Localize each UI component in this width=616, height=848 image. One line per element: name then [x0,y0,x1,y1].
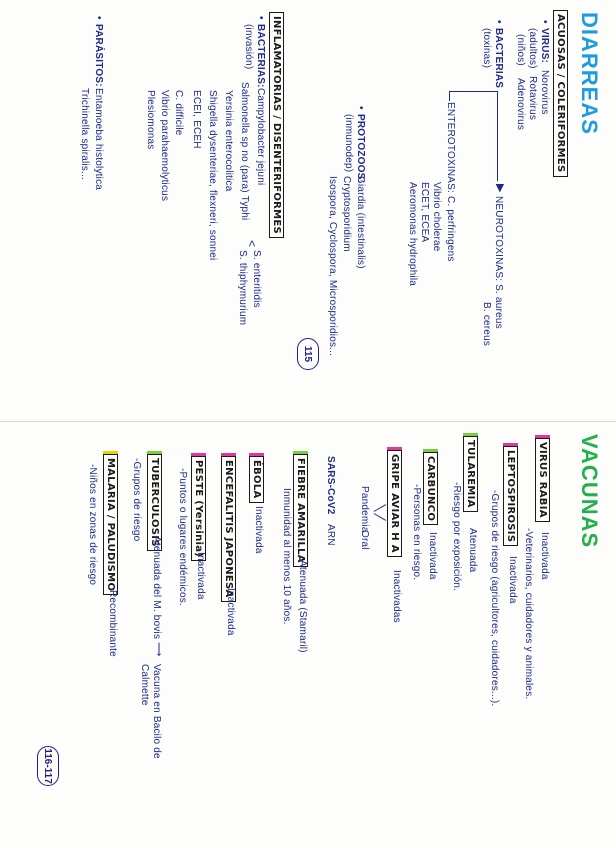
vaccine-branch: Oral [359,530,370,550]
arrow-icon: ⟶ [153,642,164,657]
vaccine-name: SARS-CoV2 [325,456,336,515]
vaccine-desc: Inactivada [427,532,438,580]
vaccine-extra: Vacuna en Bacilo de Calmette [139,664,162,759]
parasitos-label: PARÁSITOS: [93,24,104,87]
vaccine-desc: Atenuada [467,528,478,573]
bullet-dot: • [493,20,504,24]
bacteria-item: Plesiomonas [145,90,156,150]
bacterias-invasion-label: BACTERIAS: [255,24,266,88]
enterotoxina-item: Aeromonas hydrophila [407,182,418,287]
virus-note: (niños) [515,34,526,66]
vaccine-name: FIEBRE AMARILLA [293,454,308,567]
bacteria-item: ECEI, ECEH [191,90,202,149]
bacterias-invasion-note: (invasión) [243,24,254,70]
protozoos-item: Giardia (intestinalis) [355,176,366,269]
bracket-line [450,91,498,92]
vaccine-desc: Inactivada [539,532,550,580]
enterotoxina-item: Vibrio cholerae [431,182,442,252]
protozoos-note: (inmunodep) [343,114,354,173]
vaccine-sub: -Puntos o lugares endémicos. [177,468,188,606]
vaccine-name: TULAREMIA [463,436,478,512]
bacteria-subitem: S. enteritidis [251,250,262,308]
vaccine-sub: Inmunidad al menos 10 años. [281,488,292,625]
bracket-line [449,91,450,101]
virus-note: (adultos) [527,28,538,69]
vaccine-name: ÉBOLA [249,456,264,503]
bullet-dot: • [355,106,366,110]
virus-item: Adenovirus [515,78,526,131]
vaccine-name: CARBUNCO [423,452,438,525]
vaccine-desc: Inactivadas [391,570,402,623]
protozoos-item: Cryptosporidium [341,176,352,252]
vaccine-name: VIRUS RABIA [535,438,550,522]
vaccine-desc: ARN [325,524,336,546]
vaccine-name: GRIPE AVIAR H A [387,450,402,557]
vacunas-panel [2,428,602,843]
bacteria-item: Shigella dysenteriae, flexneri, sonnei [207,90,218,261]
page-number-top: 115 [297,338,319,370]
bullet-dot: • [255,16,266,20]
virus-item: Norovirus [539,70,550,115]
vaccine-sub: -Veterinarios, cuidadores y animales. [523,528,534,700]
vaccine-sub: -Grupos de riesgo [131,458,142,542]
bacteria-item: Salmonella sp no (para) Typhi [239,82,250,221]
vaccine-name: LEPTOSPIROSIS [503,446,518,546]
acuosas-heading: ACUOSAS / COLERIFORMES [553,10,568,177]
bacterias-note: (toxinas) [481,28,492,69]
neurotoxinas: NEUROTOXINAS: S. aureus [493,196,504,329]
arrow-icon: ▶ [494,184,506,193]
bracket-line [497,91,498,181]
virus-item: Rotavirus [527,76,538,121]
inflamatorias-heading: INFLAMATORIAS / DISENTERIFORMES [269,12,284,238]
bullet-dot: • [93,16,104,20]
vaccine-sub: -Niños en zonas de riesgo [87,464,98,586]
vaccine-desc: Atenuada (Stamaril) [297,560,308,653]
vaccine-sub: -Personas en riesgo. [411,484,422,581]
virus-label: VIRUS: [539,28,550,64]
vaccine-branch: Pandemia [359,486,370,533]
protozoos-label: PROTOZOOS: [355,114,366,184]
vaccine-name: ENCEFALITIS JAPONESA [221,456,236,602]
vaccine-sub: -Grupos de riesgo (agricultores, cuidadores...). [489,490,500,707]
parasitos-item: Trichinella spiralis... [79,88,90,181]
bullet-dot: • [539,20,550,24]
vaccine-desc: Recombinante [107,590,118,657]
vacunas-title: VACUNAS [577,434,602,549]
bacteria-item: Vibrio parahaemolyticus [159,90,170,202]
bacterias-label: BACTERIAS [493,28,504,89]
vaccine-sub: -Riesgo por exposición. [451,482,462,592]
brace-icon: < [245,240,259,248]
vaccine-name: PESTE (Yersinia) [191,456,206,561]
page-divider [0,421,616,422]
vaccine-desc: Inactivada [225,588,236,636]
bacteria-item: C. difficile [173,90,184,136]
bacteria-item: Campylobacter jejuni [255,88,266,186]
vaccine-desc: Inactivada [253,506,264,554]
enterotoxinas: ENTEROTOXINAS: C. perfringens [445,102,456,262]
bacteria-item: Yersinia enterocolitica [223,90,234,192]
vaccine-desc: Atenuada del M. bovis [151,536,162,640]
neurotoxina-item: B. cereus [481,302,492,347]
branch-line [374,504,387,512]
vaccine-name: MALARIA / PALUDISMO [103,454,118,595]
bacteria-subitem: S. thiphymurium [237,250,248,326]
diarreas-title: DIARREAS [577,12,602,135]
enterotoxina-item: ECET, ECEA [419,182,430,243]
vaccine-name: TUBERCULOSIS [147,454,162,551]
vaccine-desc: Inactivada [507,556,518,604]
protozoos-item: Isospora, Cyclospora, Microsporidios... [327,176,338,357]
branch-line [374,513,387,521]
parasitos-item: Entamoeba histolytica [93,88,104,191]
vaccine-desc: Inactivada [195,552,206,600]
page-number-bottom: 116-117 [37,746,59,786]
